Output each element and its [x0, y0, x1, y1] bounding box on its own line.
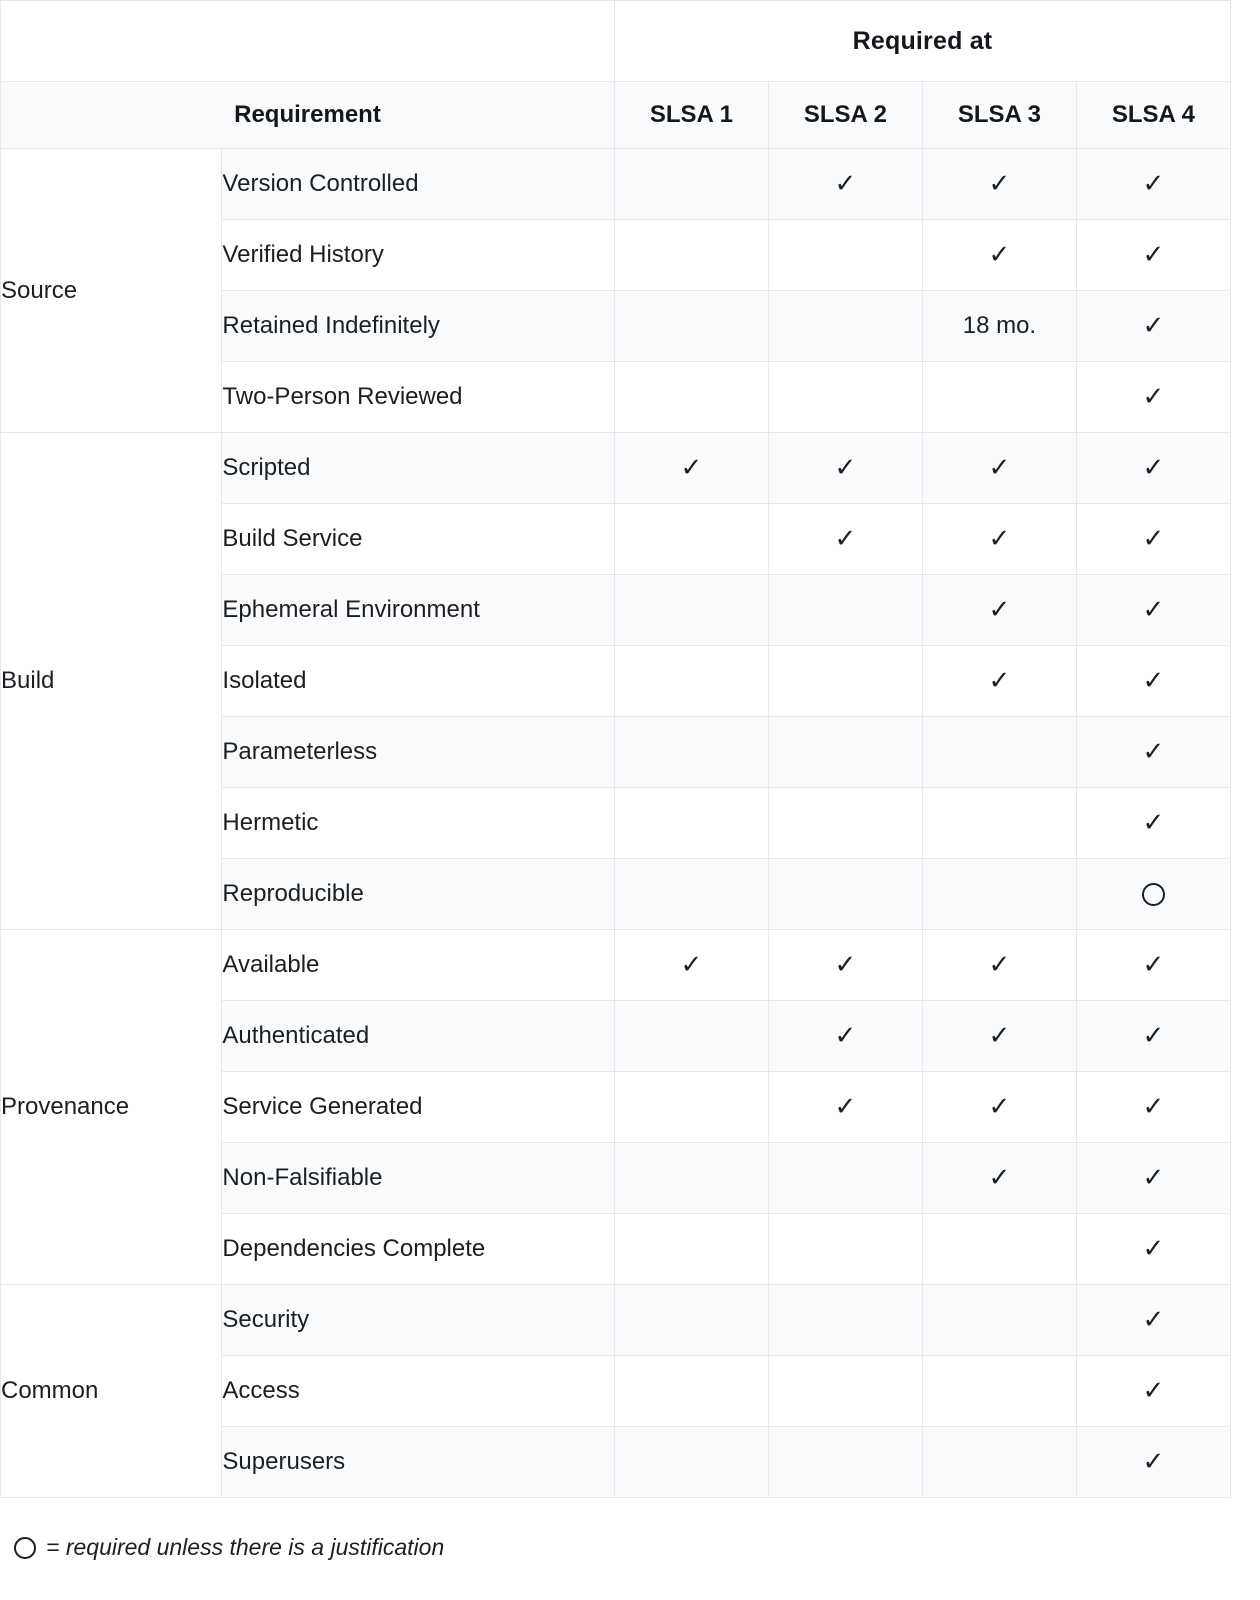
check-icon: ✓	[988, 451, 1011, 482]
requirement-level-cell	[614, 575, 768, 646]
check-icon: ✓	[1142, 664, 1165, 695]
check-icon: ✓	[834, 948, 857, 979]
check-icon: ✓	[988, 948, 1011, 979]
requirement-label: Authenticated	[222, 1001, 615, 1072]
requirement-level-cell	[614, 1001, 768, 1072]
requirement-label: Isolated	[222, 646, 615, 717]
requirement-level-cell	[922, 788, 1076, 859]
check-icon: ✓	[988, 1090, 1011, 1121]
requirement-level-cell	[1076, 504, 1230, 575]
table-head-row-bottom	[1, 82, 1231, 149]
requirement-level-cell	[922, 575, 1076, 646]
requirement-level-cell	[768, 646, 922, 717]
table-row	[1, 149, 1231, 220]
requirement-level-cell	[1076, 1356, 1230, 1427]
requirement-level-cell	[922, 1356, 1076, 1427]
requirement-level-cell	[768, 1285, 922, 1356]
requirement-level-cell	[1076, 859, 1230, 930]
requirement-level-cell	[922, 1427, 1076, 1498]
requirement-level-cell	[768, 504, 922, 575]
circle-icon	[1142, 883, 1165, 906]
requirement-level-cell	[768, 717, 922, 788]
table-row	[1, 433, 1231, 504]
header-slsa-3: SLSA 3	[922, 82, 1076, 149]
requirement-level-cell	[768, 220, 922, 291]
requirement-level-cell	[768, 362, 922, 433]
check-icon: ✓	[988, 1161, 1011, 1192]
requirement-label: Non-Falsifiable	[222, 1143, 615, 1214]
check-icon: ✓	[1142, 1019, 1165, 1050]
check-icon: ✓	[988, 593, 1011, 624]
requirement-level-cell	[1076, 220, 1230, 291]
check-icon: ✓	[1142, 309, 1165, 340]
check-icon: ✓	[1142, 1303, 1165, 1334]
requirement-level-cell	[922, 1214, 1076, 1285]
requirement-level-cell	[922, 433, 1076, 504]
group-label: Build	[1, 433, 222, 930]
check-icon: ✓	[1142, 238, 1165, 269]
requirement-label: Hermetic	[222, 788, 615, 859]
requirement-level-cell	[1076, 1072, 1230, 1143]
table-body	[1, 149, 1231, 1498]
requirement-level-cell	[922, 504, 1076, 575]
requirement-level-cell	[1076, 1001, 1230, 1072]
group-label: Source	[1, 149, 222, 433]
table-head	[1, 1, 1231, 149]
requirement-level-cell	[1076, 433, 1230, 504]
requirement-level-cell	[1076, 575, 1230, 646]
requirement-label: Superusers	[222, 1427, 615, 1498]
requirement-level-cell	[1076, 788, 1230, 859]
requirement-level-cell	[922, 220, 1076, 291]
requirement-level-cell	[922, 291, 1076, 362]
requirement-label: Scripted	[222, 433, 615, 504]
requirement-level-cell	[1076, 930, 1230, 1001]
check-icon: ✓	[1142, 1445, 1165, 1476]
requirement-label: Build Service	[222, 504, 615, 575]
check-icon: ✓	[1142, 735, 1165, 766]
requirement-label: Parameterless	[222, 717, 615, 788]
requirement-level-cell	[614, 1427, 768, 1498]
requirement-label: Reproducible	[222, 859, 615, 930]
requirement-level-cell	[614, 1143, 768, 1214]
legend	[14, 1534, 1260, 1561]
requirement-level-cell	[614, 291, 768, 362]
requirement-level-cell	[768, 433, 922, 504]
check-icon: ✓	[834, 451, 857, 482]
requirement-level-cell	[1076, 1285, 1230, 1356]
requirement-level-cell	[1076, 1214, 1230, 1285]
requirement-level-cell	[922, 149, 1076, 220]
requirement-level-cell	[768, 149, 922, 220]
header-slsa-2: SLSA 2	[768, 82, 922, 149]
requirement-level-cell	[768, 930, 922, 1001]
requirement-label: Access	[222, 1356, 615, 1427]
requirement-label: Version Controlled	[222, 149, 615, 220]
check-icon: ✓	[1142, 1232, 1165, 1263]
requirement-level-cell	[768, 1427, 922, 1498]
requirement-label: Retained Indefinitely	[222, 291, 615, 362]
requirement-level-cell	[614, 646, 768, 717]
requirement-level-cell	[922, 1143, 1076, 1214]
requirement-level-cell	[768, 575, 922, 646]
check-icon: ✓	[1142, 522, 1165, 553]
check-icon: ✓	[1142, 806, 1165, 837]
table-row	[1, 1285, 1231, 1356]
table-head-row-top	[1, 1, 1231, 82]
requirement-level-cell	[1076, 1427, 1230, 1498]
requirement-level-cell	[768, 1072, 922, 1143]
requirement-label: Security	[222, 1285, 615, 1356]
check-icon: ✓	[834, 522, 857, 553]
requirement-level-cell	[768, 788, 922, 859]
header-blank-corner	[1, 1, 615, 82]
requirement-label: Service Generated	[222, 1072, 615, 1143]
requirement-level-cell	[614, 149, 768, 220]
check-icon: ✓	[1142, 1374, 1165, 1405]
requirement-level-cell	[922, 717, 1076, 788]
requirement-label: Ephemeral Environment	[222, 575, 615, 646]
requirement-level-cell	[614, 717, 768, 788]
requirement-level-cell	[768, 291, 922, 362]
requirement-label: Two-Person Reviewed	[222, 362, 615, 433]
legend-text: = required unless there is a justification	[46, 1534, 445, 1560]
requirement-level-cell	[614, 1356, 768, 1427]
requirement-level-cell	[1076, 291, 1230, 362]
mark-text: 18 mo.	[962, 312, 1037, 339]
requirement-level-cell	[614, 433, 768, 504]
requirement-level-cell	[1076, 362, 1230, 433]
check-icon: ✓	[834, 1019, 857, 1050]
requirement-level-cell	[614, 788, 768, 859]
requirement-level-cell	[922, 1285, 1076, 1356]
check-icon: ✓	[988, 1019, 1011, 1050]
check-icon: ✓	[834, 167, 857, 198]
requirement-level-cell	[614, 504, 768, 575]
header-slsa-4: SLSA 4	[1076, 82, 1230, 149]
requirement-level-cell	[768, 1214, 922, 1285]
check-icon: ✓	[1142, 593, 1165, 624]
check-icon: ✓	[988, 238, 1011, 269]
check-icon: ✓	[1142, 380, 1165, 411]
requirement-level-cell	[922, 859, 1076, 930]
requirement-label: Verified History	[222, 220, 615, 291]
requirement-level-cell	[1076, 646, 1230, 717]
check-icon: ✓	[1142, 167, 1165, 198]
header-slsa-1: SLSA 1	[614, 82, 768, 149]
check-icon: ✓	[1142, 948, 1165, 979]
check-icon: ✓	[1142, 451, 1165, 482]
requirement-level-cell	[614, 930, 768, 1001]
check-icon: ✓	[680, 948, 703, 979]
check-icon: ✓	[1142, 1090, 1165, 1121]
requirement-label: Dependencies Complete	[222, 1214, 615, 1285]
requirement-level-cell	[922, 1072, 1076, 1143]
requirement-level-cell	[1076, 149, 1230, 220]
header-requirement: Requirement	[1, 82, 615, 149]
requirement-level-cell	[614, 1214, 768, 1285]
requirement-level-cell	[768, 1356, 922, 1427]
table-row	[1, 930, 1231, 1001]
requirement-level-cell	[614, 362, 768, 433]
check-icon: ✓	[834, 1090, 857, 1121]
check-icon: ✓	[680, 451, 703, 482]
group-label: Common	[1, 1285, 222, 1498]
requirement-level-cell	[614, 1072, 768, 1143]
requirement-level-cell	[1076, 717, 1230, 788]
requirement-level-cell	[768, 1001, 922, 1072]
requirement-level-cell	[1076, 1143, 1230, 1214]
requirement-level-cell	[922, 646, 1076, 717]
requirement-level-cell	[922, 362, 1076, 433]
circle-icon	[14, 1537, 36, 1559]
requirement-level-cell	[922, 930, 1076, 1001]
requirement-level-cell	[922, 1001, 1076, 1072]
requirement-level-cell	[768, 859, 922, 930]
check-icon: ✓	[988, 167, 1011, 198]
check-icon: ✓	[988, 522, 1011, 553]
requirement-level-cell	[768, 1143, 922, 1214]
check-icon: ✓	[988, 664, 1011, 695]
requirement-level-cell	[614, 220, 768, 291]
header-required-at: Required at	[614, 1, 1230, 82]
check-icon: ✓	[1142, 1161, 1165, 1192]
requirement-label: Available	[222, 930, 615, 1001]
group-label: Provenance	[1, 930, 222, 1285]
requirement-level-cell	[614, 1285, 768, 1356]
requirement-level-cell	[614, 859, 768, 930]
